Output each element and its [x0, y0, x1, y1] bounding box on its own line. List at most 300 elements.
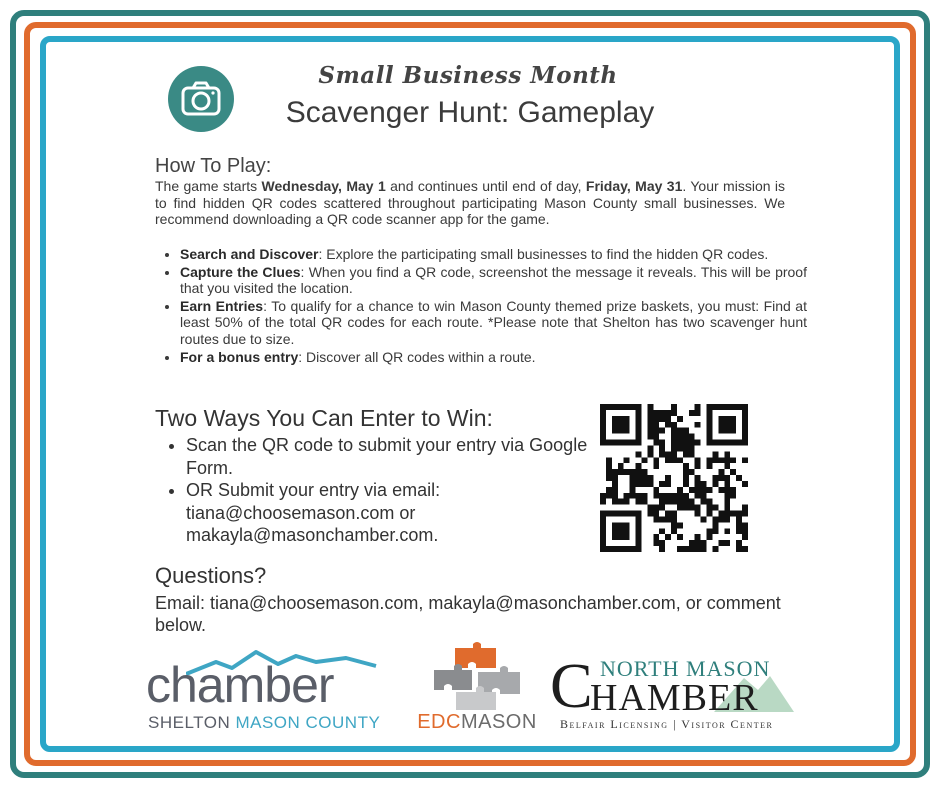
qr-module: [671, 511, 677, 517]
qr-module: [612, 546, 618, 552]
qr-module: [677, 440, 683, 446]
qr-module: [630, 487, 636, 493]
qr-module: [707, 505, 713, 511]
qr-module: [695, 546, 701, 552]
qr-module: [647, 505, 653, 511]
qr-module: [671, 445, 677, 451]
qr-module: [677, 493, 683, 499]
qr-module: [612, 522, 618, 528]
qr-module: [612, 487, 618, 493]
qr-module: [606, 457, 612, 463]
qr-module: [724, 416, 730, 422]
qr-module: [624, 493, 630, 499]
qr-module: [653, 540, 659, 546]
qr-module: [707, 499, 713, 505]
qr-module: [689, 487, 695, 493]
qr-module: [636, 469, 642, 475]
qr-module: [695, 534, 701, 540]
qr-module: [665, 475, 671, 481]
qr-module: [624, 404, 630, 410]
qr-module: [712, 451, 718, 457]
rule-item: • Search and Discover: Explore the participating small businesses to find the hidden QR codes.: [180, 246, 807, 263]
qr-module: [647, 481, 653, 487]
how-to-play-heading: How To Play:: [155, 155, 272, 177]
qr-module: [724, 516, 730, 522]
qr-module: [689, 505, 695, 511]
qr-module: [695, 440, 701, 446]
qr-module: [600, 528, 606, 534]
qr-module: [600, 428, 606, 434]
qr-module: [618, 546, 624, 552]
qr-module: [659, 481, 665, 487]
qr-module: [647, 511, 653, 517]
qr-module: [724, 511, 730, 517]
qr-module: [724, 428, 730, 434]
qr-module: [718, 457, 724, 463]
qr-module: [707, 457, 713, 463]
qr-module: [724, 540, 730, 546]
qr-module: [665, 416, 671, 422]
qr-module: [689, 469, 695, 475]
qr-module: [718, 511, 724, 517]
qr-module: [718, 422, 724, 428]
qr-module: [653, 410, 659, 416]
qr-module: [689, 546, 695, 552]
qr-module: [636, 528, 642, 534]
qr-module: [606, 469, 612, 475]
qr-module: [724, 481, 730, 487]
qr-module: [600, 410, 606, 416]
qr-module: [641, 499, 647, 505]
qr-module: [618, 534, 624, 540]
qr-module: [647, 410, 653, 416]
qr-module: [606, 404, 612, 410]
qr-module: [730, 487, 736, 493]
qr-module: [712, 457, 718, 463]
qr-module: [653, 457, 659, 463]
qr-module: [636, 428, 642, 434]
qr-module: [612, 422, 618, 428]
qr-module: [712, 528, 718, 534]
qr-module: [647, 445, 653, 451]
qr-module: [606, 493, 612, 499]
qr-module: [689, 540, 695, 546]
qr-module: [742, 404, 748, 410]
qr-module: [677, 505, 683, 511]
qr-module: [653, 516, 659, 522]
qr-module: [600, 416, 606, 422]
rule-item: • For a bonus entry: Discover all QR codes within a route.: [180, 349, 807, 366]
questions-heading: Questions?: [155, 563, 267, 588]
qr-module: [701, 499, 707, 505]
qr-module: [665, 499, 671, 505]
qr-module: [742, 522, 748, 528]
qr-module: [647, 475, 653, 481]
nmc-initial: C: [550, 650, 593, 721]
qr-module: [671, 528, 677, 534]
qr-module: [630, 546, 636, 552]
qr-module: [606, 546, 612, 552]
qr-module: [600, 404, 606, 410]
qr-module: [606, 475, 612, 481]
qr-module: [653, 428, 659, 434]
qr-module: [671, 522, 677, 528]
qr-module: [677, 546, 683, 552]
qr-module: [677, 445, 683, 451]
qr-module: [701, 493, 707, 499]
qr-module: [724, 457, 730, 463]
qr-module: [600, 493, 606, 499]
qr-module: [641, 457, 647, 463]
qr-module: [600, 534, 606, 540]
qr-module: [742, 546, 748, 552]
intro-paragraph: The game starts Wednesday, May 1 and continues until end of day, Friday, May 31. Your mission is to find hidden QR codes scattered throughout participating Mason County small businesses. We recommend downloading a QR code scanner app for the game.: [155, 178, 786, 227]
qr-module: [707, 511, 713, 517]
qr-module: [718, 404, 724, 410]
qr-module: [742, 422, 748, 428]
qr-module: [636, 463, 642, 469]
qr-module: [659, 440, 665, 446]
qr-module: [641, 475, 647, 481]
qr-module: [606, 440, 612, 446]
qr-module: [612, 493, 618, 499]
questions-text: Email: tiana@choosemason.com, makayla@masonchamber.com, or comment below.: [155, 593, 781, 635]
qr-module: [683, 475, 689, 481]
qr-module: [695, 457, 701, 463]
qr-module: [636, 546, 642, 552]
qr-module: [712, 404, 718, 410]
qr-module: [736, 440, 742, 446]
north-mason-chamber-logo: [550, 650, 798, 736]
qr-module: [683, 493, 689, 499]
qr-module: [653, 434, 659, 440]
qr-module: [671, 428, 677, 434]
qr-module: [724, 404, 730, 410]
qr-module: [636, 534, 642, 540]
nmc-north: NORTH MASON: [600, 656, 771, 681]
qr-module: [677, 457, 683, 463]
qr-module: [618, 469, 624, 475]
qr-module: [671, 422, 677, 428]
qr-module: [742, 481, 748, 487]
enter-option: • Scan the QR code to submit your entry via Google Form.: [186, 434, 596, 479]
qr-module: [659, 493, 665, 499]
qr-module: [718, 469, 724, 475]
qr-module: [683, 481, 689, 487]
qr-module: [730, 469, 736, 475]
qr-module: [695, 475, 701, 481]
qr-module: [712, 505, 718, 511]
qr-module: [647, 428, 653, 434]
qr-module: [671, 499, 677, 505]
qr-module: [606, 463, 612, 469]
camera-icon: [168, 66, 234, 132]
qr-module: [695, 505, 701, 511]
qr-module: [671, 457, 677, 463]
qr-module: [665, 493, 671, 499]
qr-module: [695, 463, 701, 469]
chamber-subtitle: SHELTON MASON COUNTY: [148, 713, 381, 732]
qr-module: [724, 440, 730, 446]
start-date: Wednesday, May 1: [261, 178, 386, 194]
qr-module: [677, 487, 683, 493]
qr-module: [671, 404, 677, 410]
qr-module: [665, 451, 671, 457]
qr-module: [612, 404, 618, 410]
qr-module: [671, 410, 677, 416]
qr-module: [683, 451, 689, 457]
qr-module: [636, 481, 642, 487]
qr-module: [742, 410, 748, 416]
qr-module: [624, 534, 630, 540]
qr-module: [683, 469, 689, 475]
qr-module: [724, 463, 730, 469]
qr-module: [718, 440, 724, 446]
qr-module: [689, 451, 695, 457]
qr-module: [742, 511, 748, 517]
qr-module: [618, 528, 624, 534]
enter-options-list: [162, 434, 596, 547]
qr-module: [618, 499, 624, 505]
qr-module: [653, 493, 659, 499]
qr-module: [677, 416, 683, 422]
qr-module: [707, 434, 713, 440]
qr-module: [707, 428, 713, 434]
qr-module: [736, 528, 742, 534]
qr-module: [612, 440, 618, 446]
qr-module: [730, 493, 736, 499]
qr-module: [624, 499, 630, 505]
qr-module: [689, 434, 695, 440]
qr-module: [612, 499, 618, 505]
qr-module: [624, 522, 630, 528]
qr-module: [600, 434, 606, 440]
qr-module: [653, 416, 659, 422]
shelton-chamber-logo: [146, 650, 402, 734]
qr-module: [701, 546, 707, 552]
nmc-subtitle: Belfair Licensing | Visitor Center: [560, 717, 774, 731]
qr-module: [624, 457, 630, 463]
qr-module: [659, 499, 665, 505]
qr-module: [618, 463, 624, 469]
qr-module: [653, 463, 659, 469]
qr-module: [742, 440, 748, 446]
qr-module: [600, 440, 606, 446]
qr-module: [636, 516, 642, 522]
qr-module: [707, 416, 713, 422]
qr-module: [659, 451, 665, 457]
qr-module: [630, 469, 636, 475]
qr-module: [742, 534, 748, 540]
qr-module: [630, 404, 636, 410]
qr-module: [618, 440, 624, 446]
qr-module: [612, 416, 618, 422]
qr-module: [636, 522, 642, 528]
qr-module: [665, 534, 671, 540]
qr-module: [612, 534, 618, 540]
qr-module: [712, 546, 718, 552]
qr-module: [612, 528, 618, 534]
qr-module: [695, 540, 701, 546]
qr-module: [683, 505, 689, 511]
qr-module: [695, 487, 701, 493]
end-date: Friday, May 31: [585, 178, 683, 194]
qr-module: [730, 416, 736, 422]
qr-module: [707, 440, 713, 446]
qr-module: [612, 469, 618, 475]
qr-module: [742, 457, 748, 463]
qr-module: [736, 511, 742, 517]
qr-module: [624, 416, 630, 422]
qr-module: [636, 540, 642, 546]
qr-module: [707, 463, 713, 469]
qr-module: [659, 428, 665, 434]
qr-module: [707, 404, 713, 410]
qr-module: [742, 505, 748, 511]
rule-item: • Earn Entries: To qualify for a chance to win Mason County themed prize baskets, you must: Find at least 50% of the total QR codes for each route. *Please note that Shelton has two scavenger hunt routes due to size.: [180, 298, 807, 348]
qr-module: [636, 493, 642, 499]
qr-module: [718, 428, 724, 434]
qr-module: [736, 546, 742, 552]
qr-module: [653, 440, 659, 446]
qr-module: [730, 457, 736, 463]
qr-module: [671, 451, 677, 457]
qr-module: [724, 499, 730, 505]
qr-module: [677, 434, 683, 440]
qr-module: [671, 434, 677, 440]
enter-option: • OR Submit your entry via email: tiana@choosemason.com or makayla@masonchamber.com.: [186, 479, 596, 547]
qr-module: [659, 410, 665, 416]
qr-module: [730, 428, 736, 434]
qr-module: [671, 440, 677, 446]
qr-module: [624, 546, 630, 552]
qr-module: [630, 493, 636, 499]
qr-module: [641, 469, 647, 475]
qr-module: [659, 416, 665, 422]
qr-module: [653, 511, 659, 517]
qr-module: [636, 511, 642, 517]
qr-module: [724, 528, 730, 534]
qr-module: [718, 540, 724, 546]
qr-module: [736, 516, 742, 522]
qr-module: [707, 410, 713, 416]
qr-module: [677, 522, 683, 528]
qr-module: [724, 493, 730, 499]
qr-module: [742, 528, 748, 534]
qr-module: [730, 422, 736, 428]
qr-module: [718, 475, 724, 481]
qr-module: [701, 516, 707, 522]
qr-module: [630, 481, 636, 487]
qr-module: [742, 416, 748, 422]
qr-module: [600, 516, 606, 522]
qr-module: [624, 440, 630, 446]
nmc-hamber: HAMBER: [590, 677, 759, 719]
qr-module: [689, 499, 695, 505]
qr-module: [665, 511, 671, 517]
qr-module: [659, 516, 665, 522]
qr-module: [630, 440, 636, 446]
qr-module: [671, 493, 677, 499]
qr-module: [683, 463, 689, 469]
qr-module: [683, 546, 689, 552]
qr-module: [707, 528, 713, 534]
qr-module: [653, 534, 659, 540]
qr-module: [641, 493, 647, 499]
qr-module: [701, 481, 707, 487]
qr-module: [659, 540, 665, 546]
rules-list: [158, 246, 807, 366]
qr-module: [618, 422, 624, 428]
qr-module: [742, 434, 748, 440]
qr-module: [736, 475, 742, 481]
qr-module: [724, 487, 730, 493]
qr-module: [695, 481, 701, 487]
qr-module: [701, 540, 707, 546]
qr-module: [647, 422, 653, 428]
qr-module: [671, 516, 677, 522]
qr-module: [624, 428, 630, 434]
qr-module: [624, 511, 630, 517]
qr-module: [618, 522, 624, 528]
edc-wordmark: EDCMASON: [417, 711, 537, 733]
qr-module: [677, 428, 683, 434]
qr-module: [647, 451, 653, 457]
qr-module: [624, 469, 630, 475]
qr-module: [665, 410, 671, 416]
qr-module: [618, 428, 624, 434]
qr-module: [647, 404, 653, 410]
qr-module: [718, 516, 724, 522]
qr-module: [689, 410, 695, 416]
qr-module: [730, 511, 736, 517]
qr-module: [618, 404, 624, 410]
rule-item: • Capture the Clues: When you find a QR code, screenshot the message it reveals. This will be proof that you visited the location.: [180, 264, 807, 297]
qr-module: [612, 511, 618, 517]
qr-module: [600, 422, 606, 428]
qr-module: [689, 440, 695, 446]
qr-module: [636, 404, 642, 410]
qr-module: [636, 410, 642, 416]
qr-module: [618, 416, 624, 422]
qr-module: [636, 499, 642, 505]
qr-module: [683, 445, 689, 451]
qr-module: [701, 487, 707, 493]
qr-module: [724, 451, 730, 457]
qr-module: [600, 522, 606, 528]
qr-module: [724, 422, 730, 428]
chamber-wordmark: chamber: [146, 657, 334, 713]
qr-module: [624, 422, 630, 428]
qr-module: [665, 516, 671, 522]
qr-module: [653, 487, 659, 493]
qr-module: [724, 505, 730, 511]
qr-module: [736, 540, 742, 546]
qr-module: [612, 481, 618, 487]
qr-module: [636, 440, 642, 446]
qr-module: [742, 428, 748, 434]
qr-module: [689, 445, 695, 451]
qr-module: [636, 422, 642, 428]
qr-module: [630, 475, 636, 481]
qr-module: [730, 440, 736, 446]
qr-module: [653, 422, 659, 428]
qr-code[interactable]: [600, 404, 748, 552]
qr-module: [641, 481, 647, 487]
qr-module: [618, 511, 624, 517]
qr-module: [730, 404, 736, 410]
qr-module: [630, 511, 636, 517]
